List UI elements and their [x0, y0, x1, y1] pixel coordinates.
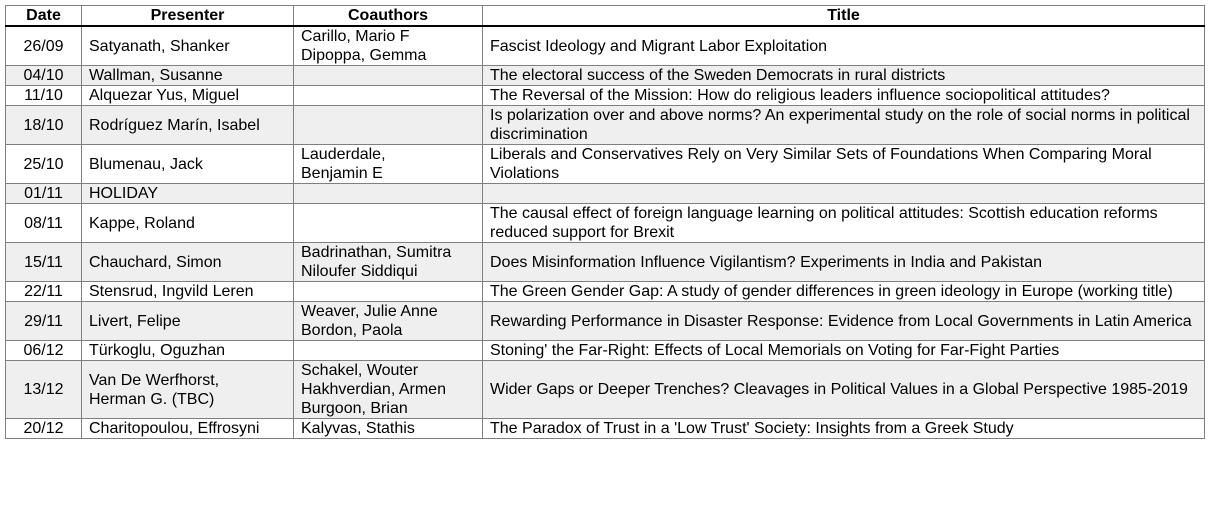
cell-title: Wider Gaps or Deeper Trenches? Cleavages in Political Values in a Global Perspective 1985-2019: [483, 361, 1205, 419]
table-row: [6, 302, 1205, 341]
table-row: [6, 282, 1205, 302]
cell-date: 08/11: [6, 204, 82, 243]
table-header-row: [6, 6, 1205, 27]
column-header-title: Title: [483, 6, 1205, 27]
table-row: [6, 204, 1205, 243]
cell-date: 01/11: [6, 184, 82, 204]
table-row: [6, 66, 1205, 86]
cell-date: 15/11: [6, 243, 82, 282]
cell-date: 25/10: [6, 145, 82, 184]
table-row: [6, 184, 1205, 204]
table-body: [6, 26, 1205, 439]
cell-coauthors: [294, 282, 483, 302]
cell-presenter-line: Wallman, Susanne: [89, 67, 223, 84]
cell-coauthors-line: Kalyvas, Stathis: [301, 420, 415, 437]
cell-title: The Paradox of Trust in a 'Low Trust' Society: Insights from a Greek Study: [483, 419, 1205, 439]
cell-coauthors: [294, 86, 483, 106]
cell-presenter-line: Rodríguez Marín, Isabel: [89, 116, 260, 134]
cell-presenter: [82, 204, 294, 243]
cell-coauthors-line: Hakhverdian, Armen: [301, 381, 446, 398]
cell-presenter: [82, 341, 294, 361]
cell-date: 06/12: [6, 341, 82, 361]
cell-coauthors: [294, 26, 483, 66]
cell-title: Is polarization over and above norms? An experimental study on the role of social norms in political discrimination: [483, 106, 1205, 145]
cell-title: [483, 184, 1205, 204]
cell-presenter: [82, 66, 294, 86]
table-row: [6, 26, 1205, 66]
cell-presenter: [82, 145, 294, 184]
cell-coauthors-line: Weaver, Julie Anne: [301, 303, 438, 320]
cell-presenter: [82, 184, 294, 204]
cell-presenter-line: Chauchard, Simon: [89, 253, 222, 271]
column-header-date: Date: [6, 6, 82, 27]
table-row: [6, 419, 1205, 439]
table-row: [6, 243, 1205, 282]
cell-coauthors-line: Lauderdale,: [301, 146, 386, 163]
cell-date: 26/09: [6, 26, 82, 66]
cell-presenter: [82, 302, 294, 341]
cell-presenter: [82, 243, 294, 282]
cell-coauthors: [294, 243, 483, 282]
cell-presenter-line: Van De Werfhorst,: [89, 371, 220, 389]
cell-presenter: [82, 106, 294, 145]
cell-title: Liberals and Conservatives Rely on Very Similar Sets of Foundations When Comparing Moral Violations: [483, 145, 1205, 184]
cell-date: 18/10: [6, 106, 82, 145]
cell-presenter-line: Kappe, Roland: [89, 214, 195, 232]
cell-coauthors-line: Dipoppa, Gemma: [301, 47, 427, 64]
cell-date: 22/11: [6, 282, 82, 302]
cell-coauthors: [294, 341, 483, 361]
cell-coauthors-line: Schakel, Wouter: [301, 362, 419, 379]
cell-presenter: [82, 419, 294, 439]
cell-presenter-line: Satyanath, Shanker: [89, 37, 230, 55]
column-header-presenter: Presenter: [82, 6, 294, 27]
cell-presenter-line: Herman G. (TBC): [89, 390, 215, 408]
cell-presenter: [82, 86, 294, 106]
cell-title: Rewarding Performance in Disaster Response: Evidence from Local Governments in Latin America: [483, 302, 1205, 341]
table-row: [6, 361, 1205, 419]
cell-coauthors-line: Benjamin E: [301, 165, 383, 182]
cell-date: 04/10: [6, 66, 82, 86]
cell-date: 20/12: [6, 419, 82, 439]
cell-title: The electoral success of the Sweden Democrats in rural districts: [483, 66, 1205, 86]
cell-presenter-line: Livert, Felipe: [89, 312, 181, 330]
cell-presenter-line: Türkoglu, Oguzhan: [89, 342, 226, 359]
cell-coauthors: [294, 66, 483, 86]
cell-coauthors: [294, 145, 483, 184]
table-row: [6, 145, 1205, 184]
cell-presenter-line: Charitopoulou, Effrosyni: [89, 420, 260, 437]
cell-presenter-line: Alquezar Yus, Miguel: [89, 87, 240, 104]
table-row: [6, 106, 1205, 145]
seminar-schedule-table: [5, 5, 1205, 439]
cell-date: 13/12: [6, 361, 82, 419]
cell-title: The Reversal of the Mission: How do religious leaders influence sociopolitical attitudes?: [483, 86, 1205, 106]
cell-coauthors: [294, 106, 483, 145]
cell-coauthors: [294, 419, 483, 439]
cell-coauthors: [294, 302, 483, 341]
cell-presenter-line: Stensrud, Ingvild Leren: [89, 283, 254, 300]
cell-title: Fascist Ideology and Migrant Labor Exploitation: [483, 26, 1205, 66]
cell-date: 29/11: [6, 302, 82, 341]
cell-coauthors: [294, 361, 483, 419]
cell-presenter-line: Blumenau, Jack: [89, 155, 203, 173]
cell-coauthors-line: Burgoon, Brian: [301, 400, 408, 417]
cell-coauthors-line: Niloufer Siddiqui: [301, 263, 418, 280]
table-row: [6, 341, 1205, 361]
column-header-coauthors: Coauthors: [294, 6, 483, 27]
cell-title: The Green Gender Gap: A study of gender differences in green ideology in Europe (working title): [483, 282, 1205, 302]
cell-presenter: [82, 361, 294, 419]
cell-title: The causal effect of foreign language learning on political attitudes: Scottish education reforms reduced support for Brexit: [483, 204, 1205, 243]
cell-date: 11/10: [6, 86, 82, 106]
cell-title: Does Misinformation Influence Vigilantism? Experiments in India and Pakistan: [483, 243, 1205, 282]
cell-coauthors: [294, 204, 483, 243]
cell-presenter: [82, 26, 294, 66]
cell-presenter: [82, 282, 294, 302]
cell-coauthors: [294, 184, 483, 204]
cell-coauthors-line: Carillo, Mario F: [301, 28, 410, 45]
cell-title: Stoning' the Far-Right: Effects of Local Memorials on Voting for Far-Fight Parties: [483, 341, 1205, 361]
cell-coauthors-line: Badrinathan, Sumitra: [301, 244, 452, 261]
cell-coauthors-line: Bordon, Paola: [301, 322, 403, 339]
table-row: [6, 86, 1205, 106]
cell-presenter-line: HOLIDAY: [89, 185, 159, 202]
